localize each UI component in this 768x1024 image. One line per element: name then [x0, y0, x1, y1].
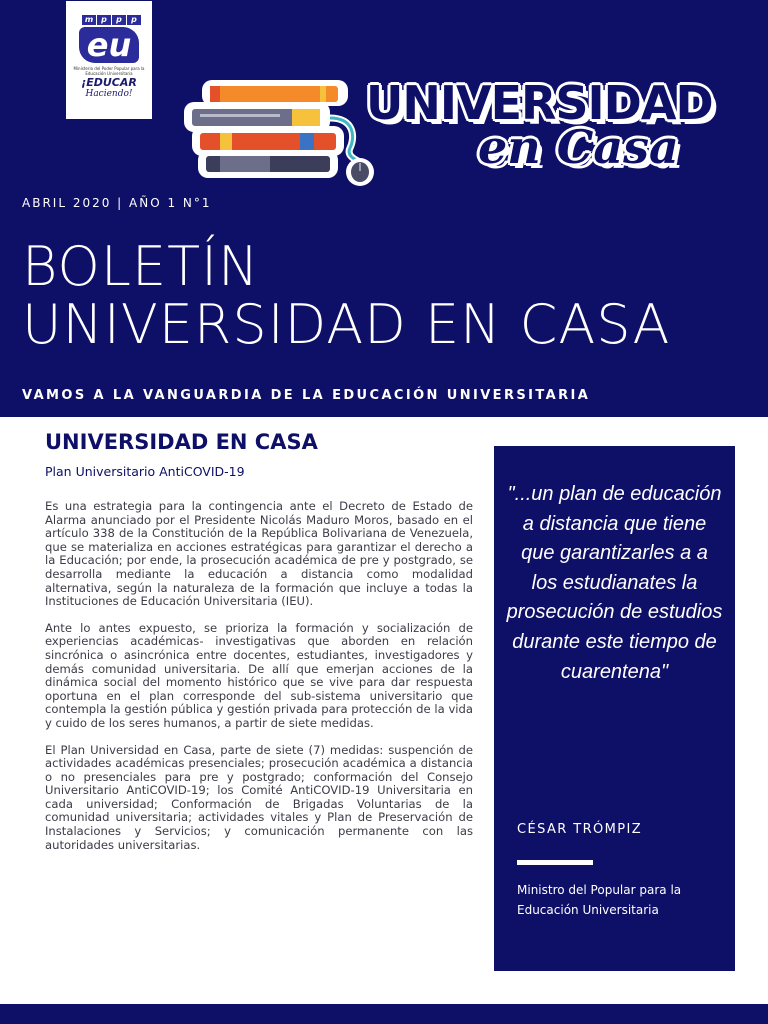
issue-info: ABRIL 2020 | AÑO 1 N°1	[22, 196, 212, 210]
ministry-logo	[66, 1, 152, 119]
page-title	[22, 235, 671, 356]
title-line2: UNIVERSIDAD EN CASA	[22, 293, 671, 356]
books-mouse-icon	[180, 76, 380, 186]
article-paragraph: El Plan Universidad en Casa, parte de siete (7) medidas: suspención de actividades académicas presenciales; prosecución académica a distancia o no presenciales para pre y postgrado; conformación del Consejo Universitario AntiCOVID-19; los Comité AntiCOVID-19 Universitaria en cada universidad; Conformación de Brigadas Voluntarias de la comunidad universitaria; actividades vitales y Plan de Preservación de Instalaciones y Servicios; y comunicación permanente con las autoridades universitarias.	[45, 742, 473, 852]
pull-quote: "...un plan de educación a distancia que tiene que garantizarles a a los estudianates la prosecución de estudios durante este tiempo de cuarentena"	[506, 483, 723, 683]
logo-eu-mark: eu	[79, 27, 139, 63]
brand-line1: UNIVERSIDAD	[366, 76, 713, 130]
logo-letter: m	[82, 15, 96, 25]
article-title: UNIVERSIDAD EN CASA	[45, 430, 318, 454]
logo-letter: p	[127, 15, 141, 25]
logo-letter: p	[97, 15, 111, 25]
author-divider	[517, 860, 593, 865]
logo-educar-text: ¡EDUCAR	[81, 76, 137, 89]
tagline: VAMOS A LA VANGUARDIA DE LA EDUCACIÓN UNIVERSITARIA	[22, 388, 591, 403]
logo-letter: p	[112, 15, 126, 25]
footer-bar	[0, 1004, 768, 1024]
logo-mppp-letters	[82, 15, 141, 25]
article-subtitle: Plan Universitario AntiCOVID-19	[45, 464, 245, 479]
article-paragraph: Ante lo antes expuesto, se prioriza la formación y socialización de experiencias académicas- investigativas que aborden en relación sincrónica o asincrónica entre docentes, estudiantes, investigadores y demás comunidad universitaria. De allí que emerjan acciones de la dinámica social del momento histórico que se vive para dar respuesta oportuna en el plan corresponde del sub-sistema universitario que contempla la gestión pública y gestión privada para protección de la vida y cuido de los seres humanos, a partir de siete medidas.	[45, 620, 473, 730]
universidad-en-casa-brand	[366, 76, 726, 186]
article-body	[45, 500, 473, 865]
header-banner	[0, 0, 768, 417]
author-role: Ministro del Popular para la Educación Universitaria	[517, 883, 682, 917]
quote-sidebar	[494, 446, 735, 971]
quote-author: CÉSAR TRÓMPIZ	[517, 822, 643, 837]
article-paragraph: Es una estrategia para la contingencia ante el Decreto de Estado de Alarma anunciado por el Presidente Nicolás Maduro Moros, basado en el artículo 338 de la Constitución de la República Bolivariana de Venezuela, que se materializa en acciones estratégicas para garantizar el derecho a la Educación; por ende, la prosecución académica de pre y postgrado, se desarrolla mediante la educación a distancia como modalidad alternativa, según la naturaleza de la formación que incluye a todas la Instituciones de Educación Universitaria (IEU).	[45, 499, 473, 609]
logo-ministry-text: Ministerio del Poder Popular para la Educación Universitaria	[73, 66, 145, 76]
brand-line2: en Casa	[478, 120, 679, 174]
title-line1: BOLETÍN	[22, 235, 260, 298]
logo-haciendo-text: Haciendo!	[85, 89, 133, 99]
